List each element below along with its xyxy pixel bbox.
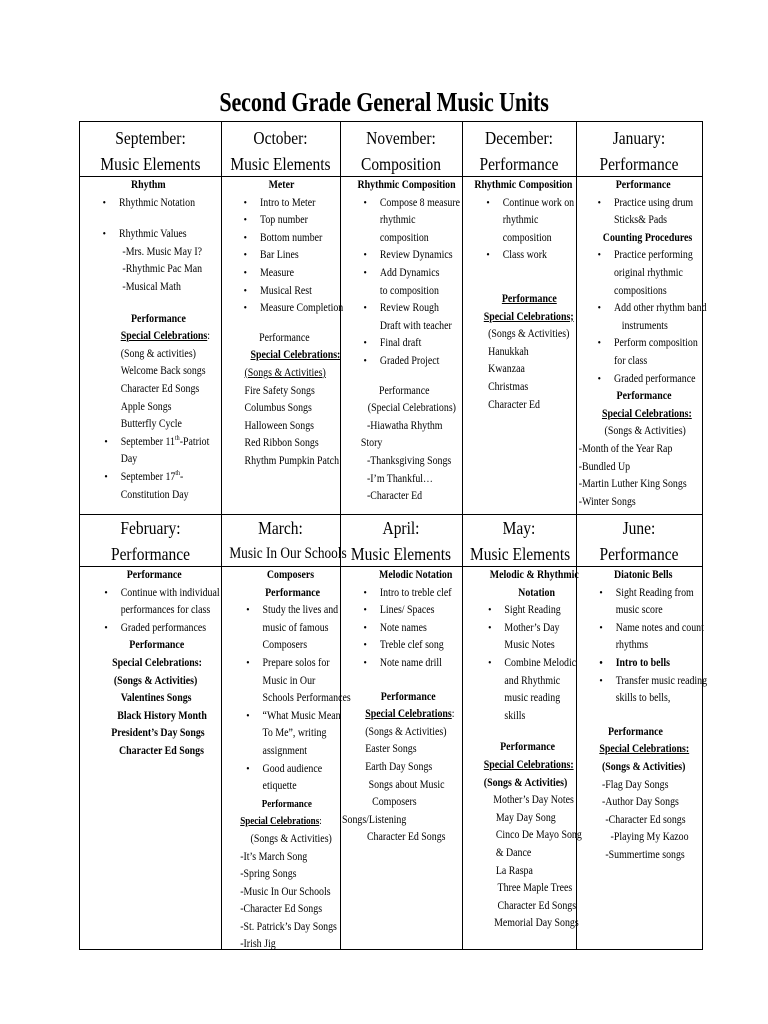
column-divider — [221, 122, 222, 949]
list-item: (Song & activities) — [120, 347, 196, 360]
list-item: Fire Safety Songs — [244, 384, 315, 397]
list-item: Composers — [262, 639, 308, 652]
header-month: December: — [485, 128, 553, 148]
list-item: • Sight Reading — [464, 602, 580, 620]
list-item: Music Notes — [504, 639, 555, 652]
topic-heading: Composers — [266, 569, 315, 581]
section-heading: Performance — [501, 292, 557, 305]
list-item: • Good audience — [223, 761, 343, 779]
list-item: -Thanksgiving Songs — [366, 454, 452, 467]
spacer — [223, 318, 343, 330]
list-item: Draft with teacher — [379, 319, 452, 332]
list-item: Cinco De Mayo Song — [495, 829, 582, 842]
list-item: -St. Patrick’s Day Songs — [240, 920, 337, 933]
list-item: -Summertime songs — [605, 848, 685, 861]
superscript: th — [175, 469, 181, 478]
list-item: for class — [613, 354, 648, 367]
list-item: • Perform composition — [577, 335, 703, 353]
list-item: • Compose 8 measure — [342, 195, 467, 213]
list-item: • Transfer music reading — [577, 673, 703, 691]
list-item: La Raspa — [495, 864, 533, 877]
section-heading: Special Celebrations; — [483, 310, 574, 323]
section-heading: Counting Procedures — [602, 231, 693, 244]
header-month: April: — [382, 518, 420, 538]
list-item: (Songs & Activities) — [250, 832, 332, 845]
list-item: Character Ed — [488, 398, 540, 411]
header-june — [585, 515, 693, 567]
list-item: Black History Month — [117, 709, 207, 722]
list-item: composition — [379, 231, 429, 244]
header-april — [349, 515, 454, 567]
topic-heading: Notation — [518, 586, 555, 599]
list-item: • Rhythmic Values — [82, 226, 220, 244]
list-item: • Graded Project — [342, 353, 467, 371]
list-item: • Treble clef song — [342, 637, 467, 655]
topic-heading: Rhythm — [131, 179, 166, 191]
list-item: rhythmic — [379, 214, 416, 227]
list-item: Character Ed Songs — [366, 831, 446, 844]
list-item: Character Ed Songs — [497, 899, 577, 912]
header-month: November: — [366, 128, 436, 148]
list-item: Christmas — [488, 380, 529, 393]
list-item: • Note names — [342, 620, 467, 638]
list-item: etiquette — [262, 780, 297, 793]
section-heading: (Special Celebrations) — [367, 402, 456, 415]
list-item: (Songs & Activities) — [244, 366, 326, 379]
header-march — [229, 515, 347, 567]
list-item: • Sight Reading from — [577, 585, 703, 603]
list-item: Character Ed Songs — [120, 382, 200, 395]
header-december — [470, 125, 568, 177]
topic-heading: Performance — [615, 179, 671, 191]
list-item: • Continue work on — [464, 195, 580, 213]
list-item: -Irish Jig — [240, 938, 276, 951]
list-item: • Combine Melodic — [464, 655, 580, 673]
punctuation: : — [451, 708, 455, 721]
list-item: • Practice performing — [577, 247, 703, 265]
spacer — [464, 725, 580, 739]
cell-april — [342, 567, 467, 847]
list-item: Hanukkah — [488, 345, 529, 358]
list-item: and Rhythmic — [504, 674, 561, 687]
list-item: -Martin Luther King Songs — [578, 478, 687, 491]
punctuation: : — [319, 816, 322, 828]
spacer — [577, 708, 703, 724]
list-item: Mother’s Day Notes — [493, 794, 574, 807]
list-item: compositions — [613, 284, 667, 297]
section-heading: Performance — [259, 331, 310, 344]
special-celebrations-line — [342, 706, 467, 724]
list-item: • Final draft — [342, 335, 467, 353]
list-item: • Study the lives and — [223, 602, 343, 620]
header-month: June: — [622, 518, 656, 538]
header-october — [229, 125, 331, 177]
section-heading: Performance — [607, 725, 663, 738]
section-heading: Special Celebrations — [365, 708, 452, 721]
list-item: Story — [360, 437, 383, 450]
list-item — [82, 434, 220, 452]
list-item: • Class work — [464, 247, 580, 265]
header-month: October: — [253, 128, 308, 148]
list-item: -Winter Songs — [578, 495, 636, 508]
list-item: • Top number — [223, 212, 343, 230]
section-heading: Special Celebrations: — [250, 349, 341, 362]
header-unit: Performance — [599, 154, 679, 174]
topic-heading: Rhythmic Composition — [357, 179, 456, 191]
header-january — [585, 125, 693, 177]
list-item: -Month of the Year Rap — [578, 442, 673, 455]
list-item: -Flag Day Songs — [601, 778, 669, 791]
list-item: -Character Ed — [366, 490, 423, 503]
units-table — [79, 121, 708, 951]
list-item: • Mother’s Day — [464, 620, 580, 638]
list-item: music reading — [504, 692, 561, 705]
section-heading: Performance — [380, 690, 436, 703]
superscript: th — [175, 433, 180, 442]
cell-october — [223, 177, 343, 471]
list-item: Constitution Day — [120, 488, 189, 501]
list-item: Rhythm Pumpkin Patch — [244, 454, 340, 467]
list-item: rhythmic — [502, 214, 539, 227]
list-item: rhythms — [615, 639, 649, 652]
spacer — [342, 371, 467, 383]
list-item: Halloween Songs — [244, 419, 314, 432]
header-unit: Music In Our Schools — [229, 545, 347, 562]
spacer — [464, 265, 580, 291]
cell-september — [82, 177, 220, 504]
text: September 17 — [120, 470, 176, 483]
list-item: Day — [120, 453, 138, 466]
topic-heading: Performance — [126, 569, 182, 581]
text: -Patriot — [179, 435, 210, 448]
list-item: -Rhythmic Pac Man — [122, 263, 203, 276]
list-item: composition — [502, 231, 552, 244]
list-item: • Intro to Meter — [223, 195, 343, 213]
list-item: To Me”, writing — [262, 727, 327, 740]
header-month: May: — [502, 518, 536, 538]
list-item: Valentines Songs — [120, 692, 192, 705]
list-item: performances for class — [120, 604, 211, 617]
header-unit: Performance — [479, 154, 559, 174]
special-celebrations-line — [82, 328, 220, 346]
list-item: Easter Songs — [365, 743, 417, 756]
list-item: Kwanzaa — [488, 363, 525, 376]
section-heading: Special Celebrations — [240, 816, 320, 828]
list-item: -It’s March Song — [240, 850, 308, 863]
header-september — [90, 125, 211, 177]
header-unit: Performance — [110, 544, 191, 564]
list-item: -Musical Math — [122, 280, 181, 293]
text: - — [180, 470, 184, 483]
list-item: • Practice using drum — [577, 195, 703, 213]
list-item: -Playing My Kazoo — [610, 831, 689, 844]
header-unit: Composition — [360, 154, 441, 174]
list-item: Columbus Songs — [244, 402, 312, 415]
cell-february — [82, 567, 220, 761]
list-item: • Measure — [223, 265, 343, 283]
list-item: Earth Day Songs — [365, 760, 433, 773]
header-month: September: — [115, 128, 186, 148]
section-heading: Performance — [261, 798, 312, 810]
list-item: • Bottom number — [223, 230, 343, 248]
list-item: Songs about Music — [368, 778, 445, 791]
list-item: instruments — [621, 319, 668, 332]
section-heading: Performance — [265, 586, 321, 599]
list-item: • Note name drill — [342, 655, 467, 673]
list-item: -Character Ed Songs — [240, 903, 323, 916]
list-item: Apple Songs — [120, 400, 172, 413]
list-item: -Spring Songs — [240, 868, 297, 881]
list-item: Butterfly Cycle — [120, 418, 182, 431]
list-item: (Songs & Activities) — [488, 328, 570, 341]
header-month: March: — [258, 518, 303, 538]
list-item: • “What Music Mean — [223, 708, 343, 726]
topic-heading: Melodic & Rhythmic — [489, 569, 579, 581]
list-item: (Songs & Activities) — [113, 674, 198, 687]
header-unit: Music Elements — [100, 154, 201, 174]
list-item: to composition — [379, 284, 439, 297]
list-item: • Continue with individual — [82, 585, 220, 603]
header-november — [349, 125, 454, 177]
list-item: Welcome Back songs — [120, 365, 206, 378]
list-item: • Intro to bells — [577, 655, 703, 673]
list-item: • Graded performance — [577, 371, 703, 389]
header-february — [90, 515, 211, 567]
cell-june — [577, 567, 708, 865]
spacer — [342, 673, 467, 689]
text: September 11 — [120, 435, 176, 448]
list-item: Songs/Listening — [342, 813, 407, 826]
list-item: Composers — [372, 796, 417, 809]
special-celebrations-line — [223, 813, 343, 831]
list-item: (Songs & Activities) — [365, 725, 447, 738]
topic-heading: Rhythmic Composition — [474, 179, 573, 191]
list-item: • Add other rhythm band — [577, 300, 703, 318]
list-item: President’s Day Songs — [111, 727, 205, 740]
list-item: music of famous — [262, 621, 329, 634]
page-title: Second Grade General Music Units — [219, 87, 549, 117]
section-heading: Performance — [616, 390, 672, 403]
list-item: Schools Performances — [262, 692, 351, 705]
list-item: -Character Ed songs — [605, 813, 686, 826]
section-heading: Special Celebrations: — [601, 407, 692, 420]
list-item: music score — [615, 604, 663, 617]
punctuation: : — [207, 330, 210, 343]
spacer — [82, 212, 220, 226]
list-item: May Day Song — [495, 811, 556, 824]
section-heading: Performance — [500, 741, 556, 754]
spacer — [82, 297, 220, 311]
list-item: • Prepare solos for — [223, 655, 343, 673]
list-item: • Review Rough — [342, 300, 467, 318]
list-item: Character Ed Songs — [118, 744, 204, 757]
header-unit: Performance — [599, 544, 679, 564]
header-unit: Music Elements — [350, 544, 452, 564]
section-heading: Performance — [131, 312, 186, 325]
header-may — [469, 515, 571, 567]
topic-heading: Melodic Notation — [378, 569, 453, 581]
cell-january — [577, 177, 707, 511]
list-item: -Bundled Up — [578, 460, 631, 473]
header-month: January: — [612, 128, 666, 148]
list-item: • Measure Completion — [223, 300, 343, 318]
cell-may — [464, 567, 580, 933]
list-item: Music in Our — [262, 674, 316, 687]
list-item — [82, 469, 220, 487]
list-item: (Songs & Activities) — [604, 425, 686, 438]
list-item: assignment — [262, 744, 308, 757]
list-item: & Dance — [495, 846, 532, 859]
header-month: February: — [120, 518, 181, 538]
list-item: • Add Dynamics — [342, 265, 467, 283]
cell-december — [464, 177, 580, 414]
list-item: -Author Day Songs — [601, 796, 679, 809]
cell-march — [223, 567, 351, 954]
list-item: Three Maple Trees — [497, 882, 573, 895]
list-item: -Mrs. Music May I? — [122, 245, 203, 258]
list-item: • Bar Lines — [223, 247, 343, 265]
list-item: • Rhythmic Notation — [82, 195, 220, 213]
list-item: original rhythmic — [613, 266, 683, 279]
list-item: • Name notes and count — [577, 620, 703, 638]
section-heading: Special Celebrations: — [112, 656, 202, 669]
list-item: skills to bells, — [615, 692, 671, 705]
list-item: • Review Dynamics — [342, 247, 467, 265]
list-item: -Hiawatha Rhythm — [366, 419, 443, 432]
list-item: Sticks& Pads — [613, 214, 668, 227]
header-unit: Music Elements — [469, 544, 571, 564]
section-heading: Special Celebrations — [120, 330, 208, 343]
list-item: (Songs & Activities) — [483, 776, 568, 789]
section-heading: Special Celebrations: — [483, 758, 574, 771]
cell-november — [342, 177, 467, 506]
list-item: -Music In Our Schools — [240, 885, 331, 898]
list-item: • Intro to treble clef — [342, 585, 467, 603]
topic-heading: Diatonic Bells — [613, 569, 673, 581]
list-item: • Graded performances — [82, 620, 220, 638]
list-item: -I’m Thankful… — [366, 472, 433, 485]
section-heading: Performance — [378, 384, 430, 397]
list-item: • Lines/ Spaces — [342, 602, 467, 620]
list-item: • Musical Rest — [223, 283, 343, 301]
section-heading: Special Celebrations: — [599, 743, 690, 756]
list-item: skills — [504, 709, 526, 722]
list-item: Red Ribbon Songs — [244, 437, 319, 450]
list-item: (Songs & Activities) — [601, 760, 686, 773]
section-heading: Performance — [129, 639, 185, 652]
topic-heading: Meter — [268, 179, 295, 191]
list-item: Memorial Day Songs — [494, 917, 579, 930]
header-unit: Music Elements — [230, 154, 331, 174]
